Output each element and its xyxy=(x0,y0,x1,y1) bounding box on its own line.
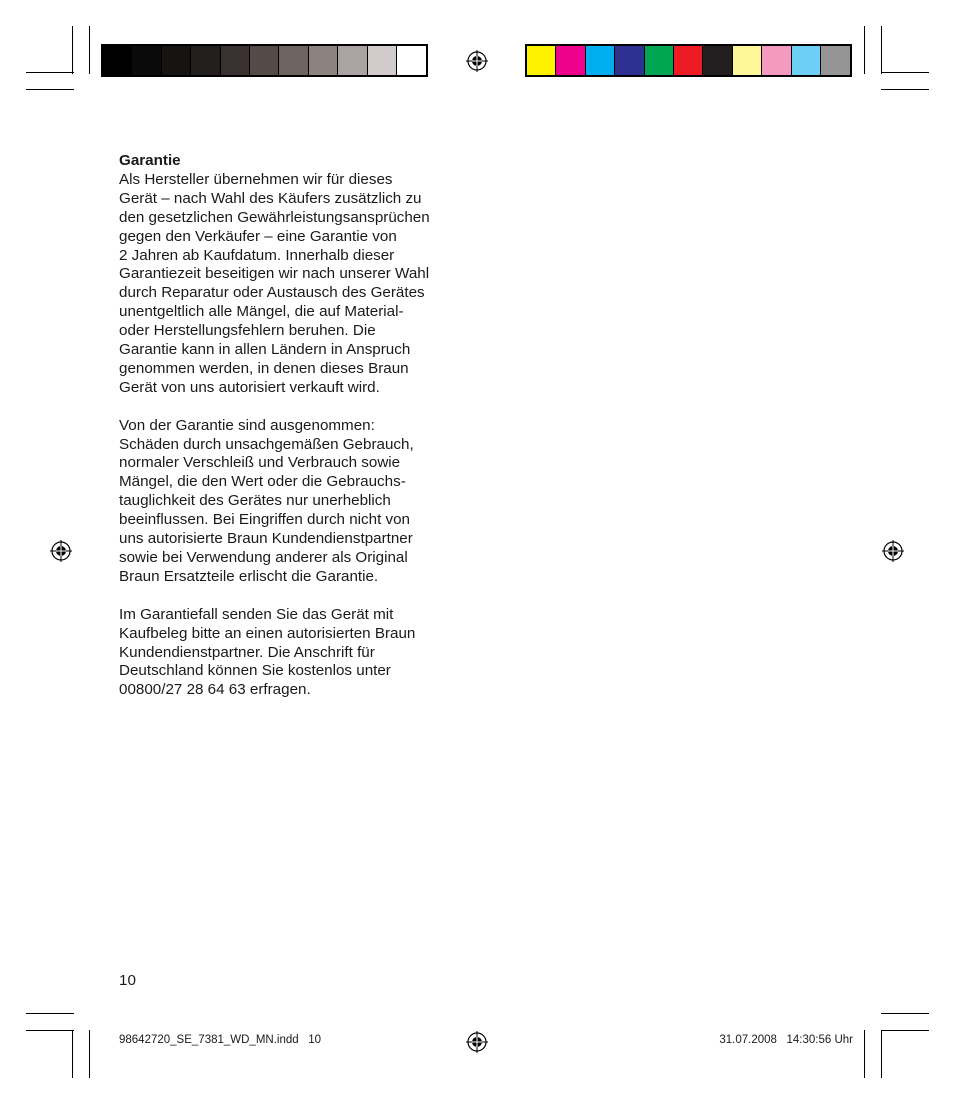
crop-mark-bottom-right-horizontal xyxy=(881,1030,929,1031)
slug-file-info: 98642720_SE_7381_WD_MN.indd 10 xyxy=(119,1034,322,1046)
crop-mark-top-right-horizontal-2 xyxy=(881,89,929,90)
color-swatch-7 xyxy=(703,46,732,75)
registration-mark-right-icon xyxy=(882,540,904,562)
paragraph-claim-procedure: Im Garantiefall senden Sie das Gerät mit Kaufbeleg bitte an einen autorisierten Braun Kundendienstpartner. Die Anschrift für Deutschland können Sie kostenlos unter 00800/27 28 64 63 erfragen. xyxy=(119,605,416,699)
gray-swatch-7 xyxy=(279,46,308,75)
registration-mark-left-icon xyxy=(50,540,72,562)
gray-swatch-5 xyxy=(221,46,250,75)
color-swatch-3 xyxy=(586,46,615,75)
crop-mark-bottom-left-vertical-2 xyxy=(89,1030,90,1078)
gray-swatch-3 xyxy=(162,46,191,75)
crop-mark-top-right-vertical xyxy=(881,26,882,74)
crop-mark-bottom-left-vertical xyxy=(72,1030,73,1078)
crop-mark-top-right-horizontal xyxy=(881,72,929,73)
paragraph-warranty-terms: Als Hersteller übernehmen wir für dieses Gerät – nach Wahl des Käufers zusätzlich zu den gesetzlichen Gewährleistungsansprüchen gegen den Verkäufer – eine Garantie von 2 Jahren ab Kaufdatum. Innerhalb dieser Garantiezeit beseitigen wir nach unserer Wahl durch Reparatur oder Austausch des Gerätes unentgeltlich alle Mängel, die auf Material- oder Herstellungsfehlern beruhen. Die Garantie kann in allen Ländern in Anspruch genommen werden, in denen dieses Braun Gerät von uns autorisiert verkauft wird. xyxy=(119,170,430,396)
process-color-bar xyxy=(525,44,852,77)
section-heading: Garantie xyxy=(119,152,181,169)
paragraph-exclusions: Von der Garantie sind ausgenommen: Schäden durch unsachgemäßen Gebrauch, normaler Verschleiß und Verbrauch sowie Mängel, die den Wert oder die Gebrauchs- tauglichkeit des Gerätes nur unerheblich beeinflussen. Bei Eingriffen durch nicht von uns autorisierte Braun Kundendienstpartner sowie bei Verwendung anderer als Original Braun Ersatzteile erlischt die Garantie. xyxy=(119,416,414,585)
grayscale-color-bar xyxy=(101,44,428,77)
color-swatch-1 xyxy=(527,46,556,75)
crop-mark-top-left-vertical-2 xyxy=(89,26,90,74)
gray-swatch-6 xyxy=(250,46,279,75)
crop-mark-top-left-horizontal-2 xyxy=(26,89,74,90)
gray-swatch-2 xyxy=(132,46,161,75)
crop-mark-bottom-left-horizontal-2 xyxy=(26,1013,74,1014)
color-swatch-11 xyxy=(821,46,850,75)
color-swatch-2 xyxy=(556,46,585,75)
color-swatch-9 xyxy=(762,46,791,75)
color-swatch-5 xyxy=(645,46,674,75)
color-swatch-8 xyxy=(733,46,762,75)
crop-mark-bottom-left-horizontal xyxy=(26,1030,74,1031)
gray-swatch-1 xyxy=(103,46,132,75)
gray-swatch-9 xyxy=(338,46,367,75)
crop-mark-bottom-right-horizontal-2 xyxy=(881,1013,929,1014)
gray-swatch-10 xyxy=(368,46,397,75)
page-number: 10 xyxy=(119,972,136,989)
crop-mark-top-right-vertical-2 xyxy=(864,26,865,74)
color-swatch-10 xyxy=(792,46,821,75)
gray-swatch-4 xyxy=(191,46,220,75)
warranty-section xyxy=(119,152,479,719)
gray-swatch-8 xyxy=(309,46,338,75)
gray-swatch-11 xyxy=(397,46,426,75)
slug-timestamp: 31.07.2008 14:30:56 Uhr xyxy=(719,1034,853,1046)
crop-mark-top-left-vertical xyxy=(72,26,73,74)
crop-mark-top-left-horizontal xyxy=(26,72,74,73)
crop-mark-bottom-right-vertical-2 xyxy=(864,1030,865,1078)
registration-mark-bottom-icon xyxy=(466,1031,488,1053)
color-swatch-6 xyxy=(674,46,703,75)
color-swatch-4 xyxy=(615,46,644,75)
crop-mark-bottom-right-vertical xyxy=(881,1030,882,1078)
registration-mark-top-icon xyxy=(466,50,488,72)
